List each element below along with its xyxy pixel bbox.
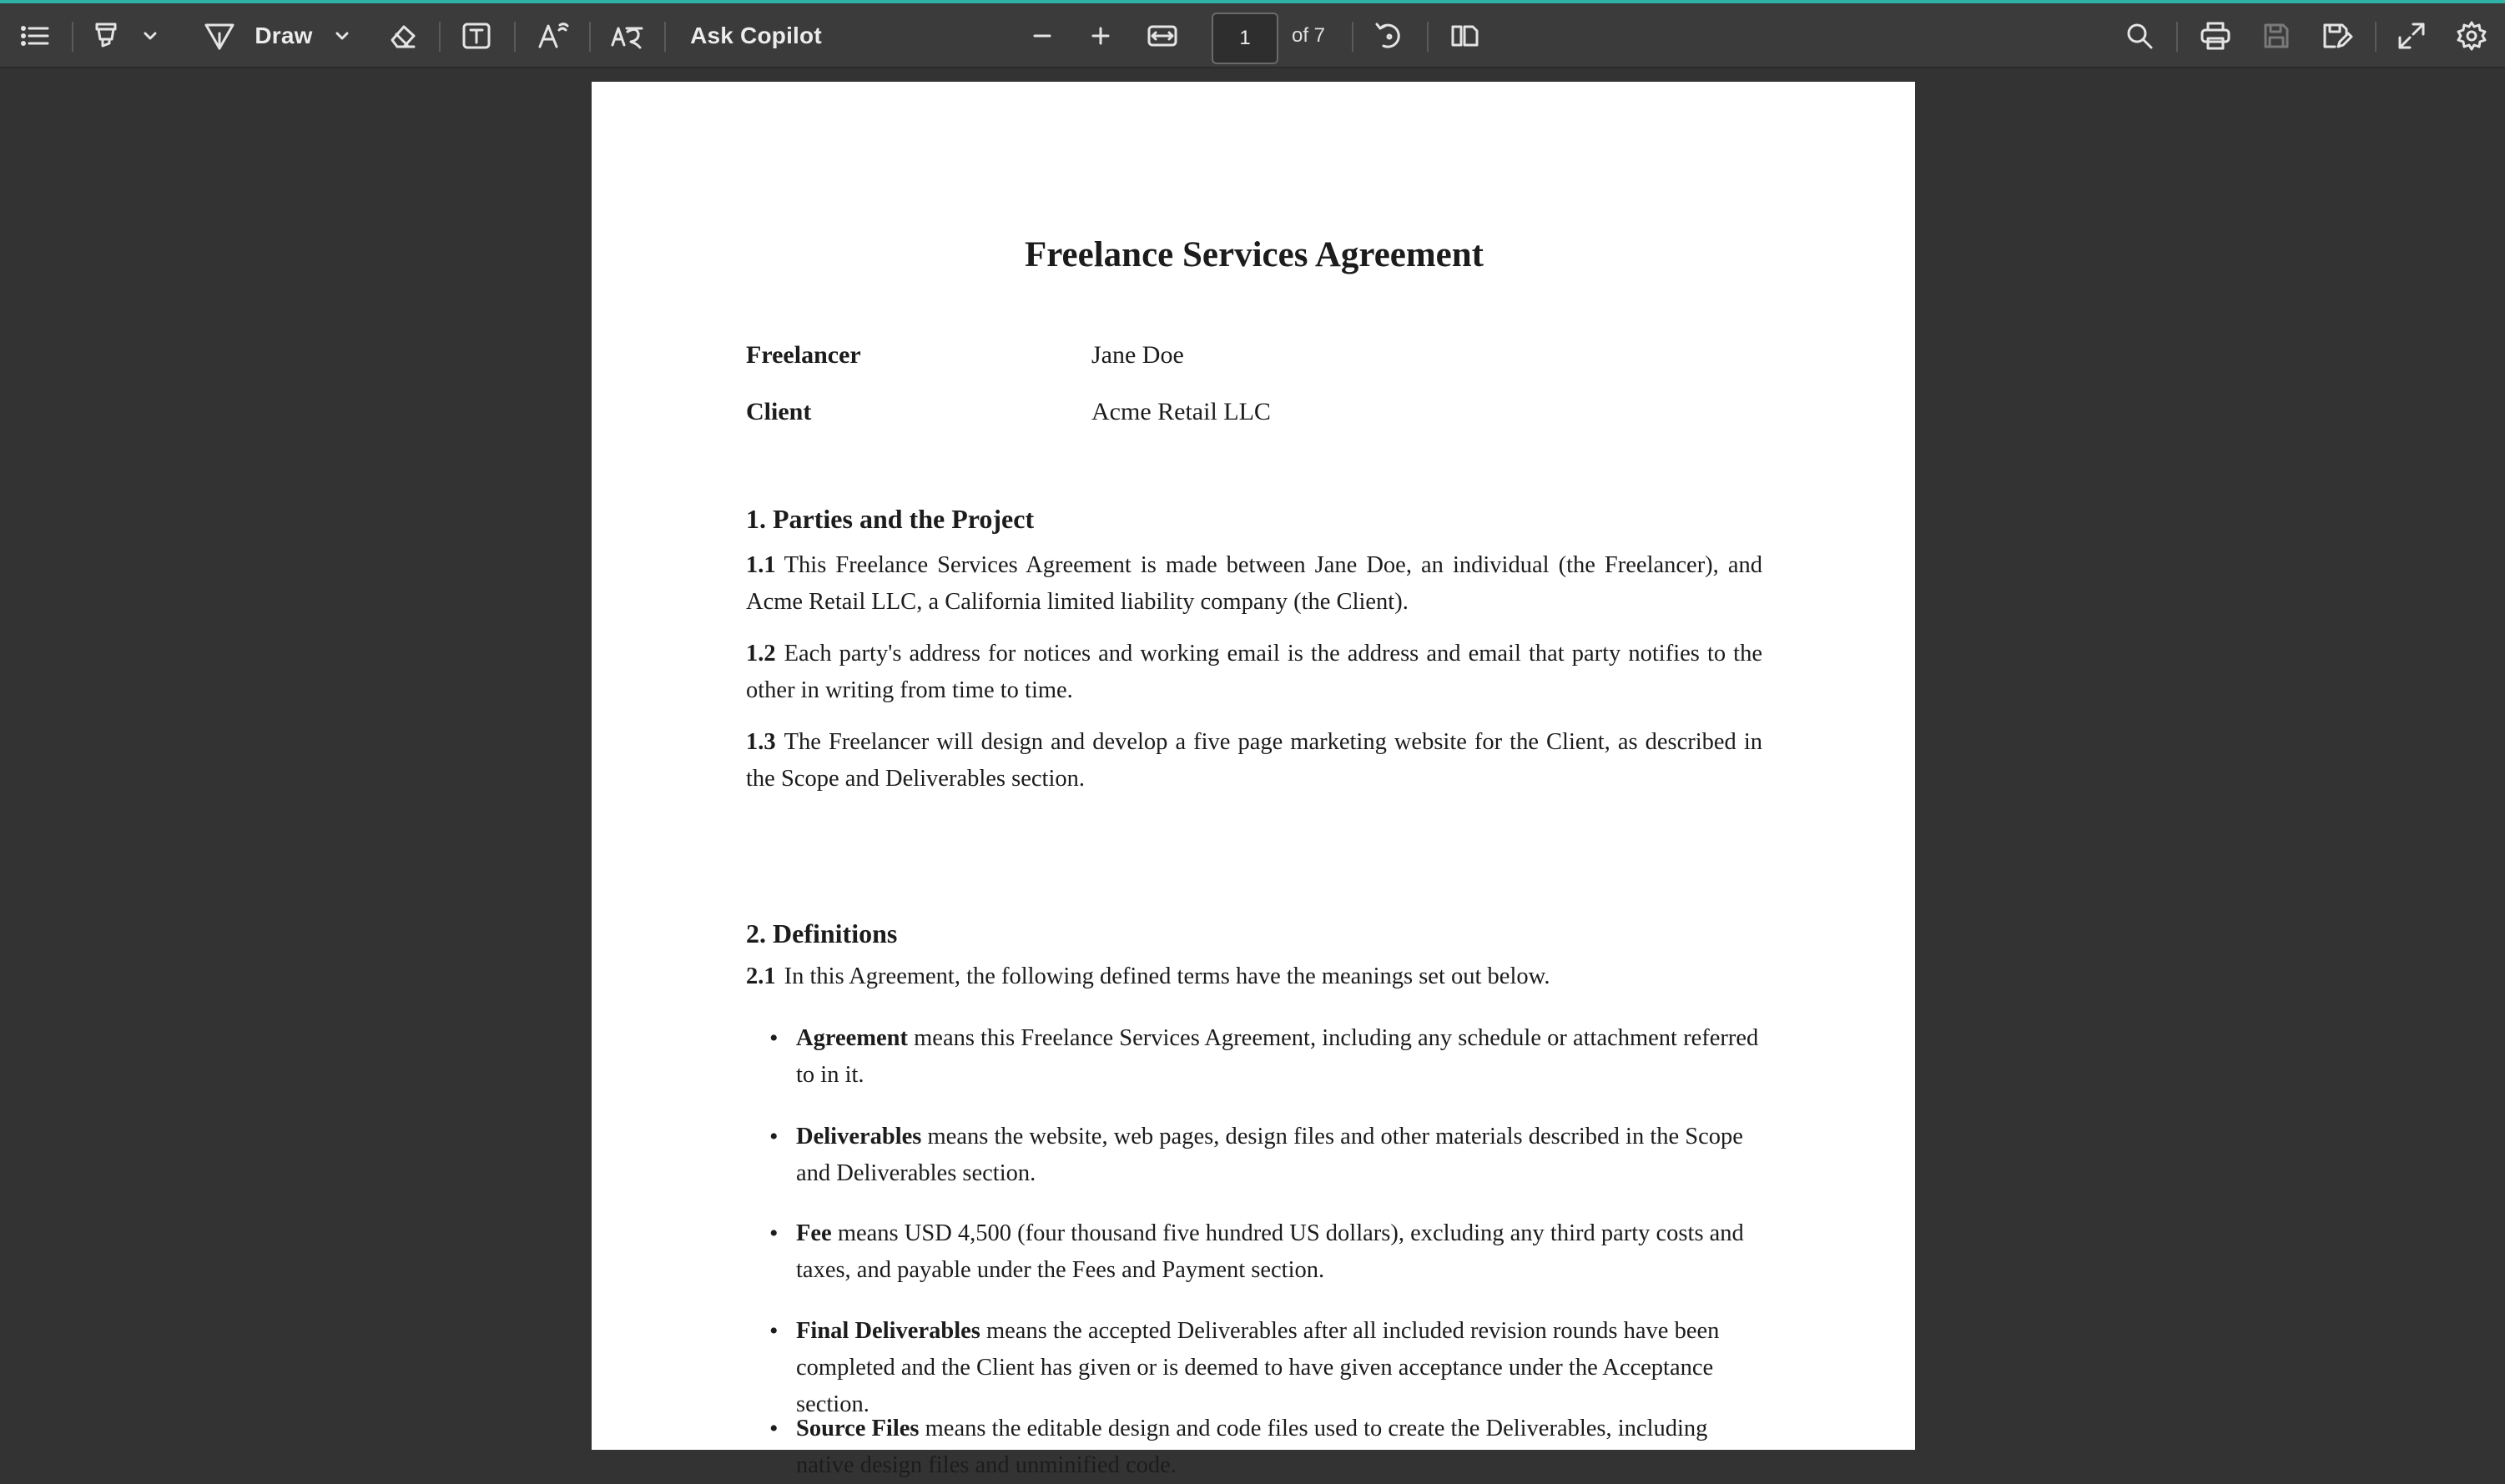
draw-icon[interactable] [203,3,236,68]
save-icon[interactable] [2260,3,2293,68]
chevron-down-icon[interactable] [332,3,352,68]
clause-text: Each party's address for notices and working email is the address and email that party notifies to the other in writing from time to time. [746,641,1762,703]
eraser-icon[interactable] [386,3,419,68]
toolbar-divider [589,22,591,52]
definition-text: means the accepted Deliverables after all included revision rounds have been completed and the Client has given or is deemed to have given acceptance under the Acceptance section. [796,1318,1720,1417]
section-heading: 1. Parties and the Project [746,504,1035,534]
toolbar-divider [1352,22,1353,52]
toolbar [0,0,2505,68]
definition-text: means this Freelance Services Agreement, including any schedule or attachment referred to in it. [796,1025,1759,1088]
page-view-icon[interactable] [1447,3,1482,68]
bullet-icon: • [769,1024,779,1052]
search-icon[interactable] [2123,3,2156,68]
document-title: Freelance Services Agreement [1024,235,1484,274]
freelancer-value: Jane Doe [1091,341,1184,369]
freelancer-label: Freelancer [746,341,861,369]
clause-number: 1.2 [746,641,776,667]
client-label: Client [746,398,812,425]
definition-text: means the editable design and code files used to create the Deliverables, including native design files and unminified code. [796,1416,1708,1478]
definition-term: Final Deliverables [796,1318,980,1344]
settings-icon[interactable] [2455,3,2488,68]
section-heading: 2. Definitions [746,918,898,948]
page-count: of 7 [1292,24,1326,47]
clause-number: 1.3 [746,729,776,755]
definition-term: Deliverables [796,1124,922,1149]
definition-term: Source Files [796,1416,920,1441]
definition-term: Fee [796,1220,832,1246]
bullet-icon: • [769,1415,779,1442]
save-as-icon[interactable] [2320,3,2353,68]
clause-text: This Freelance Services Agreement is made between Jane Doe, an individual (the Freelancer), and Acme Retail LLC, a California limited liability company (the Client). [746,552,1762,615]
toolbar-divider [2375,22,2376,52]
toolbar-divider [514,22,516,52]
ask-copilot-button[interactable]: Ask Copilot [690,23,822,48]
definition-item [769,1411,1762,1484]
toolbar-divider [664,22,666,52]
clause-paragraph [746,636,1762,709]
print-icon[interactable] [2198,3,2233,68]
fit-width-icon[interactable] [1145,3,1180,68]
text-box-icon[interactable] [460,3,493,68]
translate-icon[interactable] [609,3,644,68]
clause-paragraph [746,958,1762,995]
plus-icon[interactable] [1086,3,1115,68]
rotate-icon[interactable] [1373,3,1406,68]
definition-item [769,1215,1762,1289]
clause-text: The Freelancer will design and develop a five page marketing website for the Client, as described in the Scope and Deliverables section. [746,729,1762,792]
clause-paragraph [746,724,1762,797]
definition-term: Agreement [796,1025,908,1051]
definition-text: means the website, web pages, design files and other materials described in the Scope and Deliverables section. [796,1124,1743,1186]
definition-item [769,1313,1762,1423]
document-page [592,82,1915,1478]
bullet-icon: • [769,1220,779,1247]
contents-icon[interactable] [17,3,53,68]
client-value: Acme Retail LLC [1091,398,1271,425]
toolbar-divider [2176,22,2178,52]
bullet-icon: • [769,1317,779,1345]
page-number-input[interactable] [1212,13,1278,64]
minus-icon[interactable] [1028,3,1056,68]
clause-paragraph [746,547,1762,621]
definition-text: means USD 4,500 (four thousand five hundred US dollars), excluding any third party costs and taxes, and payable under the Fees and Payment section. [796,1220,1744,1283]
fullscreen-icon[interactable] [2395,3,2428,68]
clause-number: 1.1 [746,552,776,578]
toolbar-divider [1427,22,1429,52]
read-aloud-icon[interactable] [536,3,569,68]
toolbar-divider [72,22,73,52]
definition-item [769,1020,1762,1094]
bullet-icon: • [769,1123,779,1150]
clause-number: 2.1 [746,963,776,989]
definition-item [769,1119,1762,1192]
clause-text: In this Agreement, the following defined terms have the meanings set out below. [784,963,1550,989]
draw-label[interactable]: Draw [255,23,313,48]
chevron-down-icon[interactable] [140,3,160,68]
toolbar-divider [439,22,441,52]
highlight-icon[interactable] [90,3,122,68]
